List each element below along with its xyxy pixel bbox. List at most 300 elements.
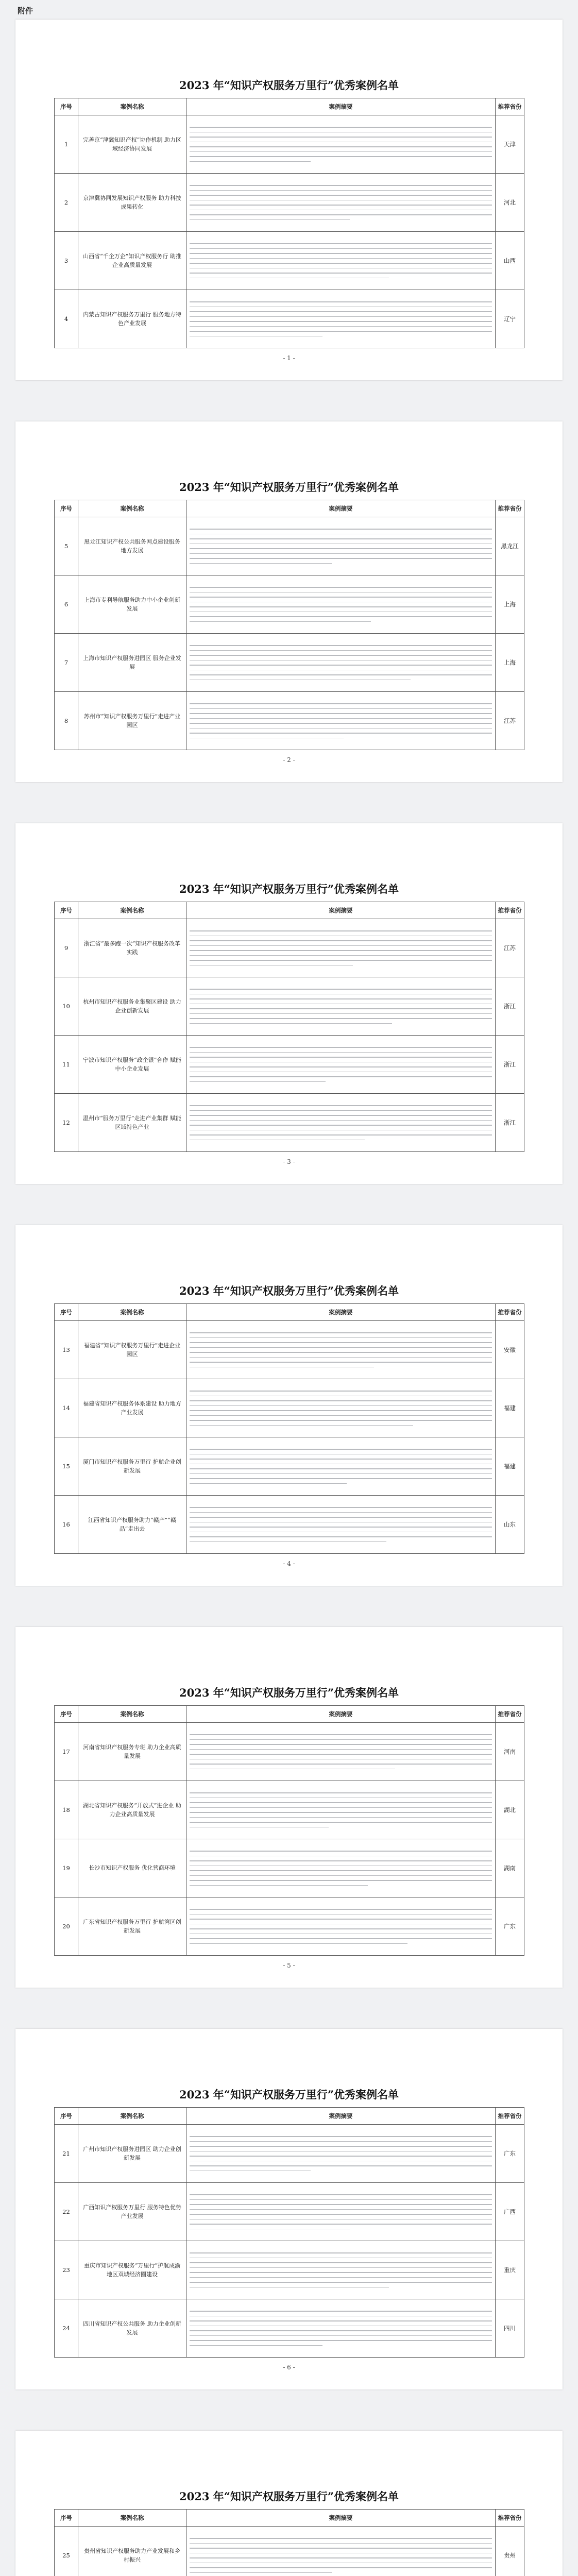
case-region: 辽宁 [496, 290, 524, 348]
summary-text-line [190, 278, 389, 279]
summary-text-line [190, 1415, 492, 1416]
case-summary [186, 1094, 496, 1152]
summary-text-line [190, 1405, 492, 1406]
summary-text-line [190, 1454, 492, 1455]
summary-text-line [190, 1744, 492, 1745]
table-row [55, 1379, 524, 1437]
table-row [55, 115, 524, 174]
summary-text-line [190, 273, 492, 274]
summary-text-line [190, 321, 492, 322]
table-row [55, 2125, 524, 2183]
summary-text-line [190, 1125, 492, 1126]
table-row [55, 1437, 524, 1496]
case-region: 重庆 [496, 2241, 524, 2299]
summary-text-line [190, 1400, 492, 1401]
summary-text-line [190, 2563, 492, 2564]
summary-text-line [190, 1856, 492, 1857]
header-no: 序号 [55, 500, 78, 517]
summary-text-line [190, 1541, 386, 1543]
summary-text-line [190, 258, 492, 259]
summary-text-line [190, 307, 492, 308]
summary-text-line [190, 1928, 492, 1929]
case-name: 山西省“千企万企”知识产权服务行 助推企业高质量发展 [78, 232, 186, 290]
summary-text-line [190, 2194, 492, 2195]
table-row [55, 2183, 524, 2241]
table-row [55, 575, 524, 634]
summary-text-line [190, 1943, 407, 1944]
summary-text-line [190, 1047, 492, 1048]
summary-text-line [190, 1483, 347, 1484]
header-name: 案例名称 [78, 2510, 186, 2527]
case-name: 内蒙古知识产权服务万里行 服务地方特色产业发展 [78, 290, 186, 348]
summary-text-line [190, 989, 492, 990]
case-number: 22 [55, 2183, 78, 2241]
case-name: 京津冀协同发展知识产权服务 助力科技成果转化 [78, 174, 186, 232]
table-row [55, 1723, 524, 1781]
summary-text-line [190, 1052, 492, 1053]
case-name: 温州市“服务万里行”走进产业集群 赋能区域特色产业 [78, 1094, 186, 1152]
summary-text-line [190, 1822, 492, 1823]
header-name: 案例名称 [78, 1304, 186, 1321]
page-title: 2023 年“知识产权服务万里行”优秀案例名单 [179, 883, 399, 895]
case-region: 贵州 [496, 2527, 524, 2576]
table-row [55, 1496, 524, 1554]
summary-text-line [190, 268, 492, 269]
summary-text-line [190, 1018, 492, 1019]
header-region: 推荐省份 [496, 500, 524, 517]
header-name: 案例名称 [78, 1706, 186, 1723]
case-region: 河南 [496, 1723, 524, 1781]
summary-text-line [190, 994, 492, 995]
table-header-row [55, 500, 524, 517]
summary-text-line [190, 2543, 492, 2544]
summary-text-line [190, 146, 492, 147]
summary-text-line [190, 592, 492, 593]
summary-text-line [190, 1759, 492, 1760]
case-summary [186, 2527, 496, 2576]
page-title: 2023 年“知识产权服务万里行”优秀案例名单 [179, 2088, 399, 2101]
summary-text-line [190, 1081, 326, 1082]
header-region: 推荐省份 [496, 98, 524, 115]
page-number: - 5 - [283, 1962, 295, 1969]
case-region: 上海 [496, 634, 524, 692]
summary-text-line [190, 723, 492, 724]
summary-text-line [190, 2136, 492, 2137]
summary-text-line [190, 670, 492, 671]
table-row [55, 1036, 524, 1094]
case-number: 7 [55, 634, 78, 692]
summary-text-line [190, 2340, 492, 2341]
summary-text-line [190, 2267, 492, 2268]
case-number: 12 [55, 1094, 78, 1152]
summary-text-line [190, 2287, 389, 2288]
summary-text-line [190, 2311, 492, 2312]
summary-text-line [190, 190, 492, 191]
case-name: 重庆市知识产权服务“万里行”护航成渝地区双城经济圈建设 [78, 2241, 186, 2299]
case-number: 24 [55, 2299, 78, 2358]
case-table [54, 902, 524, 1152]
header-summary: 案例摘要 [186, 1304, 496, 1321]
case-summary [186, 174, 496, 232]
case-summary [186, 1321, 496, 1379]
summary-text-line [190, 1391, 492, 1392]
summary-text-line [190, 1812, 492, 1813]
header-name: 案例名称 [78, 2108, 186, 2125]
case-name: 杭州市知识产权服务业集聚区建设 助力企业创新发展 [78, 977, 186, 1036]
table-row [55, 977, 524, 1036]
summary-text-line [190, 1115, 492, 1116]
summary-text-line [190, 1464, 492, 1465]
table-row [55, 290, 524, 348]
table-row [55, 232, 524, 290]
case-name: 广东省知识产权服务万里行 护航湾区创新发展 [78, 1897, 186, 1956]
summary-text-line [190, 1352, 492, 1353]
summary-text-line [190, 645, 492, 646]
summary-text-line [190, 2567, 492, 2568]
summary-text-line [190, 1004, 492, 1005]
summary-text-line [190, 1076, 492, 1077]
summary-text-line [190, 1110, 492, 1111]
summary-text-line [190, 1517, 492, 1518]
case-summary [186, 919, 496, 977]
summary-text-line [190, 2204, 492, 2205]
summary-text-line [190, 655, 492, 656]
summary-text-line [190, 713, 492, 714]
summary-text-line [190, 1120, 492, 1121]
case-summary [186, 517, 496, 575]
summary-text-line [190, 2219, 492, 2220]
table-row [55, 919, 524, 977]
case-name: 宁波市知识产权服务“政企银”合作 赋能中小企业发展 [78, 1036, 186, 1094]
summary-text-line [190, 1410, 492, 1411]
summary-text-line [190, 728, 492, 729]
summary-text-line [190, 553, 492, 554]
summary-text-line [190, 137, 492, 138]
summary-text-line [190, 1425, 413, 1426]
case-summary [186, 2241, 496, 2299]
summary-text-line [190, 680, 411, 681]
summary-text-line [190, 263, 492, 264]
case-region: 上海 [496, 575, 524, 634]
summary-text-line [190, 1140, 365, 1141]
case-summary [186, 2183, 496, 2241]
case-name: 四川省知识产权公共服务 助力企业创新发展 [78, 2299, 186, 2358]
case-number: 1 [55, 115, 78, 174]
case-number: 9 [55, 919, 78, 977]
summary-text-line [190, 248, 492, 249]
document-page [15, 2029, 563, 2389]
case-summary [186, 1839, 496, 1897]
table-row [55, 1897, 524, 1956]
case-region: 广东 [496, 1897, 524, 1956]
page-title: 2023 年“知识产权服务万里行”优秀案例名单 [179, 2490, 399, 2503]
summary-text-line [190, 998, 492, 999]
summary-text-line [190, 534, 492, 535]
document-page [15, 2431, 563, 2576]
header-summary: 案例摘要 [186, 500, 496, 517]
case-region: 山西 [496, 232, 524, 290]
summary-text-line [190, 2229, 350, 2230]
summary-text-line [190, 195, 492, 196]
summary-text-line [190, 930, 492, 931]
summary-text-line [190, 2141, 492, 2142]
summary-text-line [190, 1512, 492, 1513]
summary-text-line [190, 2161, 492, 2162]
summary-text-line [190, 1909, 492, 1910]
summary-text-line [190, 1827, 329, 1828]
page-title: 2023 年“知识产权服务万里行”优秀案例名单 [179, 481, 399, 494]
summary-text-line [190, 2316, 492, 2317]
case-region: 广东 [496, 2125, 524, 2183]
case-summary [186, 1379, 496, 1437]
summary-text-line [190, 1792, 492, 1793]
summary-text-line [190, 1478, 492, 1479]
case-name: 福建省“知识产权服务万里行”走进企业园区 [78, 1321, 186, 1379]
case-summary [186, 232, 496, 290]
case-number: 11 [55, 1036, 78, 1094]
case-summary [186, 1496, 496, 1554]
table-row [55, 2241, 524, 2299]
summary-text-line [190, 1885, 368, 1886]
summary-text-line [190, 936, 492, 937]
case-region: 河北 [496, 174, 524, 232]
summary-text-line [190, 1532, 492, 1533]
summary-text-line [190, 1367, 374, 1368]
table-row [55, 2299, 524, 2358]
summary-text-line [190, 1798, 492, 1799]
summary-text-line [190, 2252, 492, 2253]
summary-text-line [190, 650, 492, 651]
case-region: 四川 [496, 2299, 524, 2358]
summary-text-line [190, 1008, 492, 1009]
document-page [15, 1627, 563, 1988]
summary-text-line [190, 1536, 492, 1537]
header-no: 序号 [55, 2510, 78, 2527]
summary-text-line [190, 2171, 311, 2172]
case-summary [186, 2299, 496, 2358]
case-name: 长沙市知识产权服务 优化营商环境 [78, 1839, 186, 1897]
summary-text-line [190, 544, 492, 545]
summary-text-line [190, 1357, 492, 1358]
case-region: 浙江 [496, 977, 524, 1036]
case-table [54, 500, 524, 750]
summary-text-line [190, 2557, 492, 2558]
case-summary [186, 2125, 496, 2183]
case-summary [186, 1781, 496, 1839]
page-title: 2023 年“知识产权服务万里行”优秀案例名单 [179, 1686, 399, 1699]
summary-text-line [190, 1105, 492, 1106]
case-number: 18 [55, 1781, 78, 1839]
table-row [55, 1781, 524, 1839]
summary-text-line [190, 331, 492, 332]
summary-text-line [190, 151, 492, 152]
summary-text-line [190, 243, 492, 244]
page-number: - 1 - [283, 354, 295, 362]
summary-text-line [190, 2282, 492, 2283]
summary-text-line [190, 1332, 492, 1333]
table-row [55, 1094, 524, 1152]
summary-text-line [190, 210, 492, 211]
case-number: 16 [55, 1496, 78, 1554]
table-header-row [55, 98, 524, 115]
summary-text-line [190, 1934, 492, 1935]
summary-text-line [190, 1807, 492, 1808]
summary-text-line [190, 200, 492, 201]
summary-text-line [190, 311, 492, 312]
case-number: 14 [55, 1379, 78, 1437]
summary-text-line [190, 955, 492, 956]
summary-text-line [190, 1072, 492, 1073]
summary-text-line [190, 612, 492, 613]
case-region: 浙江 [496, 1094, 524, 1152]
summary-text-line [190, 1769, 395, 1770]
table-header-row [55, 902, 524, 919]
case-number: 19 [55, 1839, 78, 1897]
summary-text-line [190, 1062, 492, 1063]
case-summary [186, 1036, 496, 1094]
header-summary: 案例摘要 [186, 902, 496, 919]
case-region: 浙江 [496, 1036, 524, 1094]
summary-text-line [190, 219, 350, 221]
summary-text-line [190, 738, 344, 739]
summary-text-line [190, 1347, 492, 1348]
header-region: 推荐省份 [496, 2510, 524, 2527]
summary-text-line [190, 708, 492, 709]
summary-text-line [190, 1362, 492, 1363]
summary-text-line [190, 1449, 492, 1450]
summary-text-line [190, 2151, 492, 2152]
summary-text-line [190, 1734, 492, 1735]
summary-text-line [190, 2548, 492, 2549]
summary-text-line [190, 185, 492, 186]
summary-text-line [190, 132, 492, 133]
header-name: 案例名称 [78, 500, 186, 517]
table-row [55, 1321, 524, 1379]
summary-text-line [190, 950, 492, 951]
summary-text-line [190, 563, 332, 564]
case-number: 8 [55, 692, 78, 750]
table-row [55, 692, 524, 750]
summary-text-line [190, 1749, 492, 1750]
summary-text-line [190, 1870, 492, 1871]
case-number: 20 [55, 1897, 78, 1956]
summary-text-line [190, 965, 353, 966]
summary-text-line [190, 2330, 492, 2331]
summary-text-line [190, 602, 492, 603]
case-number: 21 [55, 2125, 78, 2183]
case-number: 4 [55, 290, 78, 348]
summary-text-line [190, 2538, 492, 2539]
case-region: 福建 [496, 1379, 524, 1437]
summary-text-line [190, 2272, 492, 2273]
summary-text-line [190, 326, 492, 327]
case-number: 3 [55, 232, 78, 290]
summary-text-line [190, 2572, 332, 2573]
case-table [54, 2107, 524, 2358]
summary-text-line [190, 2345, 322, 2346]
case-summary [186, 1723, 496, 1781]
case-region: 黑龙江 [496, 517, 524, 575]
case-number: 10 [55, 977, 78, 1036]
summary-text-line [190, 558, 492, 559]
case-name: 上海市专利导航服务助力中小企业创新发展 [78, 575, 186, 634]
case-number: 15 [55, 1437, 78, 1496]
summary-text-line [190, 1023, 392, 1024]
page-number: - 6 - [283, 2364, 295, 2371]
summary-text-line [190, 1739, 492, 1740]
summary-text-line [190, 660, 492, 661]
header-no: 序号 [55, 98, 78, 115]
case-region: 湖北 [496, 1781, 524, 1839]
case-name: 完善京“津冀知识产权”协作机制 助力区域经济协同发展 [78, 115, 186, 174]
summary-text-line [190, 1066, 492, 1067]
summary-text-line [190, 1507, 492, 1508]
case-region: 江苏 [496, 919, 524, 977]
summary-text-line [190, 548, 492, 549]
summary-text-line [190, 2326, 492, 2327]
summary-text-line [190, 703, 492, 704]
table-header-row [55, 1706, 524, 1723]
header-no: 序号 [55, 1706, 78, 1723]
case-region: 福建 [496, 1437, 524, 1496]
summary-text-line [190, 1754, 492, 1755]
summary-text-line [190, 2156, 492, 2157]
summary-text-line [190, 1130, 492, 1131]
summary-text-line [190, 1134, 492, 1136]
summary-text-line [190, 1938, 492, 1939]
header-summary: 案例摘要 [186, 2108, 496, 2125]
header-no: 序号 [55, 1304, 78, 1321]
case-name: 湖北省知识产权服务“开放式”进企业 助力企业高质量发展 [78, 1781, 186, 1839]
table-header-row [55, 2510, 524, 2527]
summary-text-line [190, 1764, 492, 1765]
summary-text-line [190, 1866, 492, 1867]
case-name: 黑龙江知识产权公共服务网点建设服务地方发展 [78, 517, 186, 575]
page-title: 2023 年“知识产权服务万里行”优秀案例名单 [179, 79, 399, 92]
summary-text-line [190, 205, 492, 206]
summary-text-line [190, 316, 492, 317]
summary-text-line [190, 1924, 492, 1925]
summary-text-line [190, 2199, 492, 2200]
summary-text-line [190, 1459, 492, 1460]
case-name: 广州市知识产权服务进园区 助力企业创新发展 [78, 2125, 186, 2183]
summary-text-line [190, 1337, 492, 1338]
page-number: - 4 - [283, 1560, 295, 1567]
summary-text-line [190, 2277, 492, 2278]
case-summary [186, 575, 496, 634]
summary-text-line [190, 1802, 492, 1803]
summary-text-line [190, 2335, 492, 2336]
header-region: 推荐省份 [496, 902, 524, 919]
summary-text-line [190, 1468, 492, 1469]
summary-text-line [190, 2165, 492, 2166]
summary-text-line [190, 1875, 492, 1876]
summary-text-line [190, 733, 492, 734]
summary-text-line [190, 2258, 492, 2259]
case-summary [186, 1897, 496, 1956]
summary-text-line [190, 665, 492, 666]
summary-text-line [190, 2209, 492, 2210]
case-summary [186, 1437, 496, 1496]
case-name: 江西省知识产权服务助力“赣产”“赣品”走出去 [78, 1496, 186, 1554]
table-row [55, 517, 524, 575]
case-table [54, 1303, 524, 1554]
header-summary: 案例摘要 [186, 1706, 496, 1723]
summary-text-line [190, 1396, 492, 1397]
case-number: 25 [55, 2527, 78, 2576]
table-row [55, 174, 524, 232]
header-name: 案例名称 [78, 902, 186, 919]
